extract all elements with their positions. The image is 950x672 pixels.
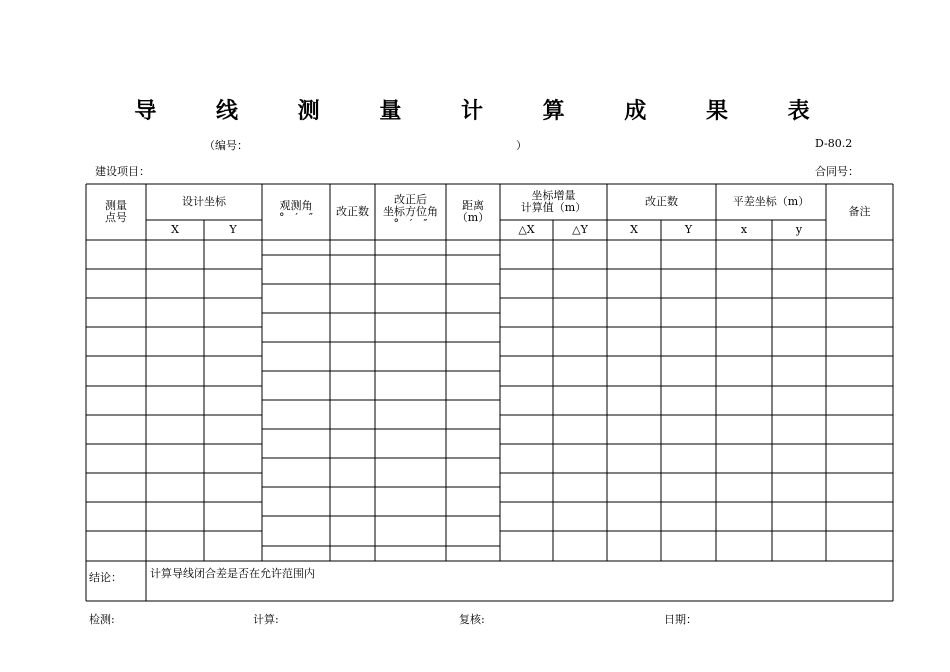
header-coord-increment-line1: 坐标增量 bbox=[531, 189, 576, 202]
conclusion-text: 计算导线闭合差是否在允许范围内 bbox=[150, 567, 315, 580]
footer-reviewer: 复核: bbox=[459, 613, 485, 626]
header-correction: 改正数 bbox=[336, 205, 369, 218]
header-delta-x: △X bbox=[518, 223, 535, 236]
header-station-line2: 点号 bbox=[105, 211, 127, 224]
header-corrected-azimuth-line1: 改正后 bbox=[394, 193, 427, 206]
project-label: 建设项目： bbox=[95, 165, 150, 178]
conclusion-label: 结论： bbox=[89, 571, 122, 584]
header-observed-angle-units: ° ′ ″ bbox=[278, 211, 314, 224]
header-corrected-azimuth-line2: 坐标方位角 bbox=[383, 205, 438, 218]
header-coord-increment bbox=[500, 184, 607, 220]
header-station-line1: 测量 bbox=[105, 199, 127, 212]
contract-label: 合同号： bbox=[815, 165, 859, 178]
header-coord-increment-line2: 计算值（m） bbox=[520, 201, 587, 214]
header-correction-2: 改正数 bbox=[645, 195, 678, 208]
header-distance-line2: （m） bbox=[456, 211, 490, 224]
header-correction-x: X bbox=[630, 223, 638, 236]
header-design-coord: 设计坐标 bbox=[182, 195, 226, 208]
footer-inspector: 检测: bbox=[89, 613, 115, 626]
header-adjusted-y: y bbox=[795, 223, 803, 236]
serial-close: ） bbox=[516, 139, 527, 152]
form-code: D-80.2 bbox=[815, 137, 853, 150]
header-observed-angle bbox=[262, 184, 330, 240]
page-title: 导 线 测 量 计 算 成 果 表 bbox=[134, 98, 836, 124]
header-adjusted-x: x bbox=[740, 223, 748, 236]
header-corrected-azimuth-units: ° ′ ″ bbox=[393, 217, 428, 230]
footer-date: 日期： bbox=[664, 613, 697, 626]
header-observed-angle-line1: 观测角 bbox=[279, 199, 313, 212]
footer-calculator: 计算: bbox=[253, 613, 279, 626]
header-corrected-azimuth bbox=[375, 184, 446, 240]
header-adjusted-coord: 平差坐标（m） bbox=[732, 195, 810, 208]
header-design-y: Y bbox=[229, 223, 237, 236]
header-correction-y: Y bbox=[684, 223, 693, 236]
header-design-x: X bbox=[171, 223, 179, 236]
header-remarks: 备注 bbox=[848, 205, 871, 218]
header-delta-y: △Y bbox=[572, 223, 588, 236]
header-distance-line1: 距离 bbox=[462, 199, 484, 212]
serial-label: （编号： bbox=[204, 139, 248, 152]
header-station bbox=[86, 184, 146, 240]
header-distance bbox=[446, 184, 500, 240]
